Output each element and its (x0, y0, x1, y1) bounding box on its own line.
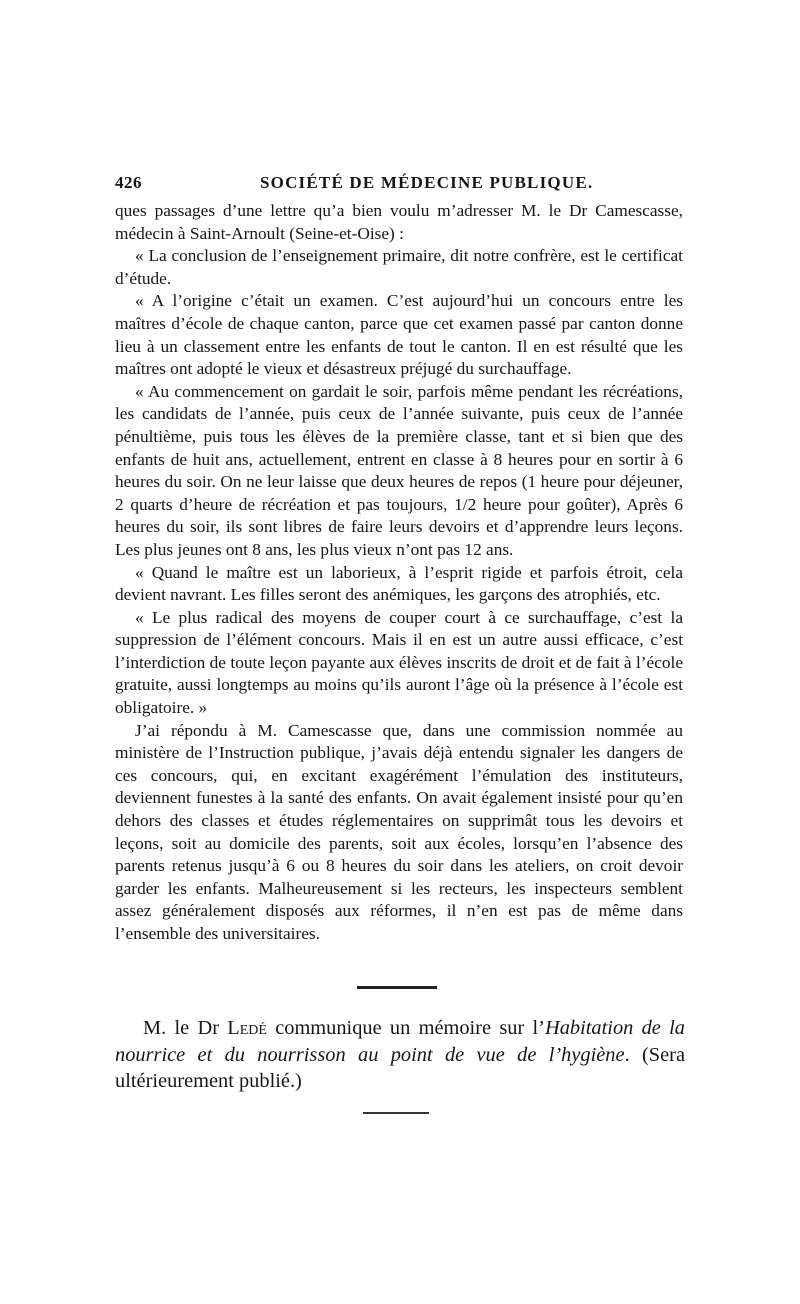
communication-note (115, 1015, 685, 1095)
body-text (115, 200, 683, 946)
paragraph: « Le plus radical des moyens de couper court à ce surchauffage, c’est la suppression de l’élément concours. Mais il en est un autre aussi efficace, c’est l’interdiction de toute leçon payante aux élèves inscrits de droit et de fait à l’école gratuite, aussi longtemps au moins qu’ils auront l’âge où la présence à l’école est obligatoire. » (115, 607, 683, 718)
paragraph: « La conclusion de l’enseignement primaire, dit notre confrère, est le certificat d’étude. (115, 246, 683, 288)
communication-paragraph (115, 1015, 685, 1095)
paragraph: « Au commencement on gardait le soir, parfois même pendant les récréations, les candidats de l’année, puis ceux de l’année suivante, puis ceux de l’année pénultième, puis tous les élèves de la première classe, tant et si bien que des enfants de huit ans, actuellement, entrent en classe à 8 heures pour en sortir à 6 heures du soir. On ne leur laisse que deux heures de repos (1 heure pour déjeuner, 2 quarts d’heure de récréation et pas toujours, 1/2 heure pour goûter), Après 6 heures du soir, ils sont libres de faire leurs devoirs et d’apprendre leurs leçons. Les plus jeunes ont 8 ans, les plus vieux n’ont pas 12 ans. (115, 381, 683, 559)
paragraph: « A l’origine c’était un examen. C’est aujourd’hui un concours entre les maîtres d’école de chaque canton, parce que cet examen passé par canton donne lieu à un classement entre les enfants de tout le canton. Il en est résulté que les maîtres ont adopté le vieux et désastreux préjugé du surchauffage. (115, 291, 683, 379)
running-header (115, 173, 685, 197)
memoir-title: Habitation de la nourrice et du nourrisson au point de vue de l’hygiène (115, 1017, 685, 1066)
page-number: 426 (115, 173, 142, 192)
section-divider (357, 986, 437, 989)
running-title: SOCIÉTÉ DE MÉDECINE PUBLIQUE. (260, 173, 594, 192)
closing-divider (363, 1112, 429, 1114)
lede-middle: communique un mémoire sur l’ (266, 1017, 545, 1039)
paragraph-continuation: ques passages d’une lettre qu’a bien voulu m’adresser M. le Dr Camescasse, médecin à Saint-Arnoult (Seine-et-Oise) : (115, 201, 683, 243)
paragraph: « Quand le maître est un laborieux, à l’esprit rigide et parfois étroit, cela devient navrant. Les filles seront des anémiques, les garçons des atrophiés, etc. (115, 562, 683, 605)
paragraph: J’ai répondu à M. Camescasse que, dans une commission nommée au ministère de l’Instruction publique, j’avais déjà entendu signaler les dangers de ces concours, qui, en excitant exagérément l’émulation des instituteurs, deviennent funestes à la santé des enfants. On avait également insisté pour qu’en dehors des classes et études réglementaires on supprimât tous les devoirs et leçons, soit au domicile des parents, soit aux écoles, lorsqu’en l’absence des parents retenus jusqu’à 6 ou 8 heures du soir dans les ateliers, on croit devoir garder les enfants. Malheureusement si les recteurs, les inspecteurs semblent assez généralement disposés aux réformes, il n’en est pas de même dans l’ensemble des universitaires. (115, 720, 683, 943)
lede-suffix: . (Sera ultérieurement publié.) (115, 1043, 686, 1092)
author-name: Ledé (227, 1017, 267, 1039)
lede-prefix: M. le Dr (143, 1017, 228, 1039)
